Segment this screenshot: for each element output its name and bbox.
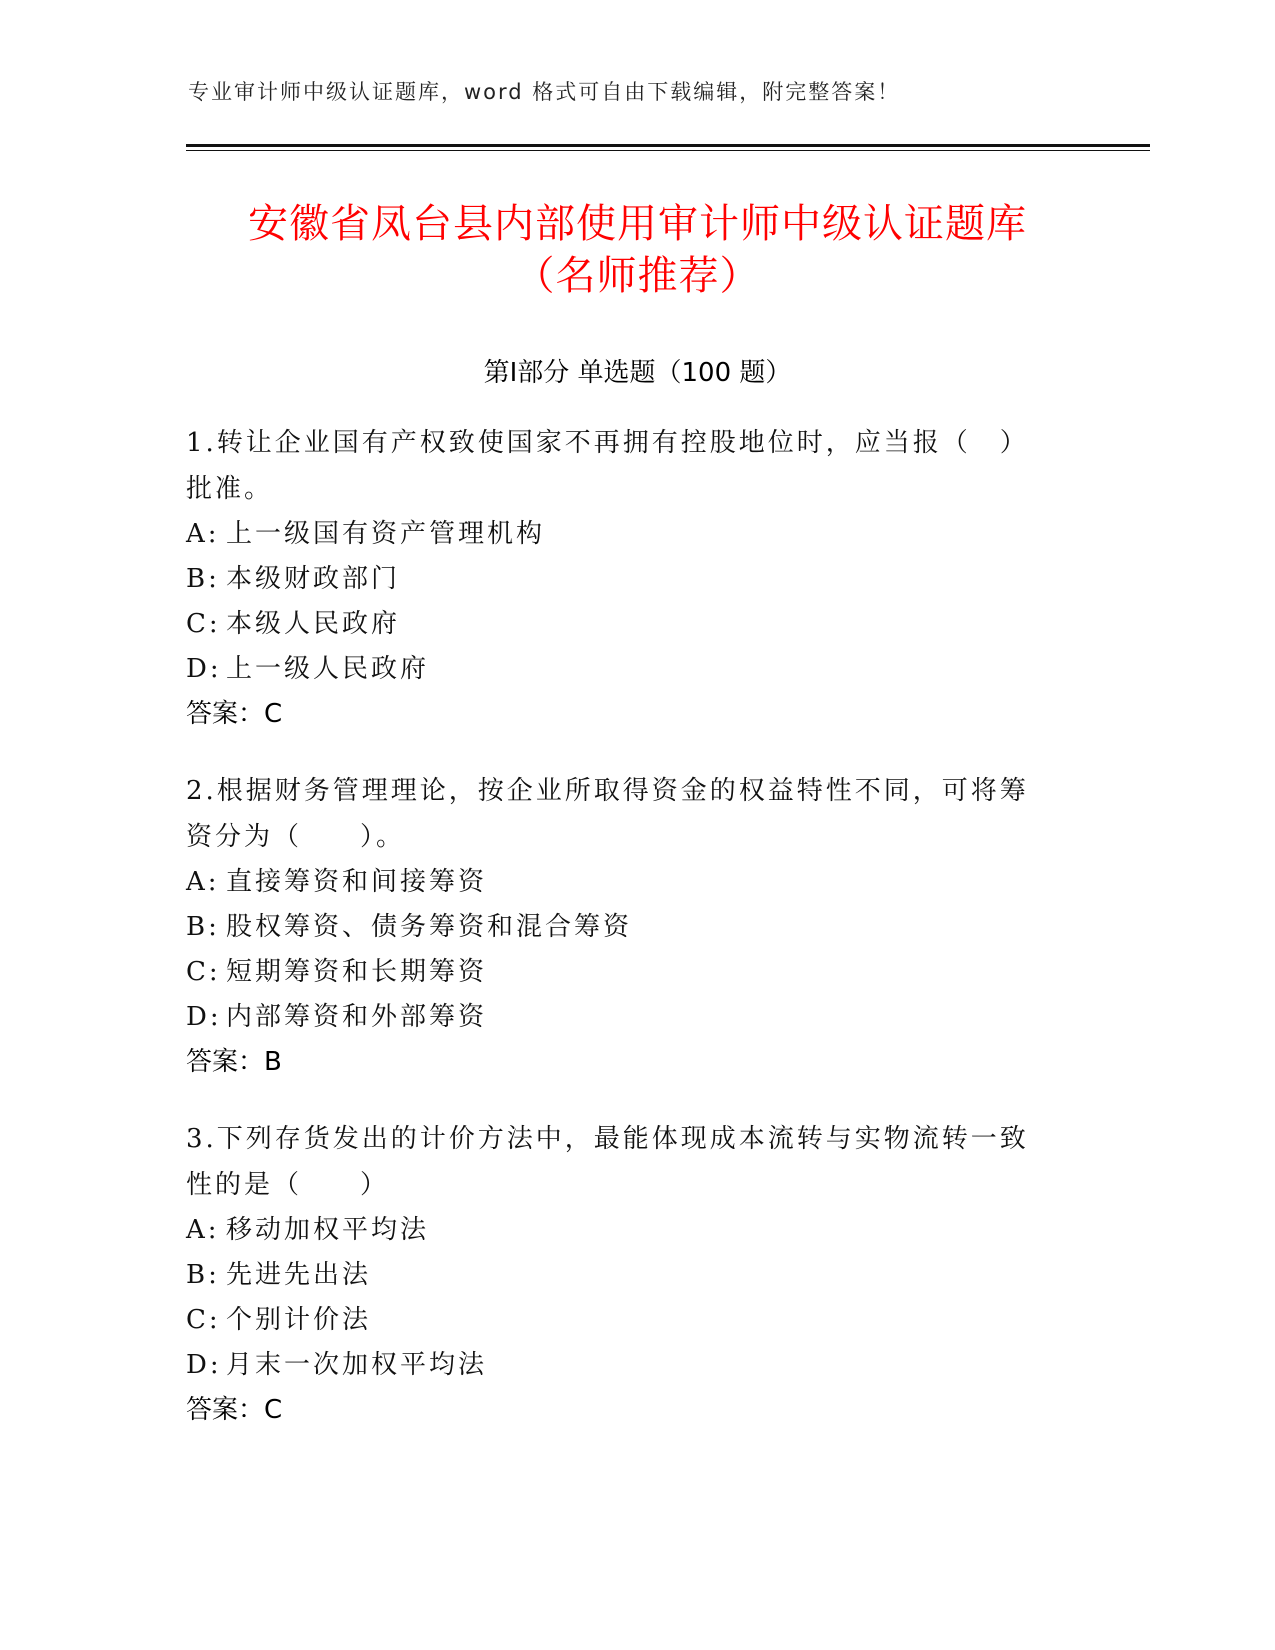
section-heading: 第Ⅰ部分 单选题（100 题） bbox=[483, 358, 792, 388]
option-letter: C: bbox=[186, 957, 221, 987]
question-stem: 1.转让企业国有产权致使国家不再拥有控股地位时，应当报（ ）批准。 bbox=[186, 428, 1029, 504]
option-letter: D: bbox=[186, 1002, 222, 1032]
option-letter: A: bbox=[186, 519, 220, 549]
option-text: 股权筹资、债务筹资和混合筹资 bbox=[226, 912, 633, 942]
option-text: 先进先出法 bbox=[226, 1260, 372, 1290]
option-letter: D: bbox=[186, 654, 222, 684]
option-c bbox=[186, 602, 1056, 647]
option-letter: D: bbox=[186, 1350, 222, 1380]
header-rule-thin bbox=[186, 150, 1150, 151]
option-text: 月末一次加权平均法 bbox=[226, 1350, 488, 1380]
answer-line: 答案：B bbox=[186, 1047, 282, 1077]
option-letter: A: bbox=[186, 1215, 220, 1245]
option-text: 短期筹资和长期筹资 bbox=[226, 957, 488, 987]
option-text: 直接筹资和间接筹资 bbox=[226, 867, 488, 897]
question-2 bbox=[186, 768, 1056, 1085]
option-text: 本级人民政府 bbox=[226, 609, 401, 639]
option-b bbox=[186, 905, 1056, 950]
answer-line: 答案：C bbox=[186, 699, 283, 729]
header-rule-thick bbox=[186, 144, 1150, 147]
option-d bbox=[186, 1343, 1056, 1388]
question-1 bbox=[186, 420, 1056, 737]
question-stem: 2.根据财务管理理论，按企业所取得资金的权益特性不同，可将筹资分为（ ）。 bbox=[186, 776, 1029, 852]
document-title-line1: 安徽省凤台县内部使用审计师中级认证题库 bbox=[248, 201, 1027, 247]
answer-line: 答案：C bbox=[186, 1395, 283, 1425]
option-b bbox=[186, 1253, 1056, 1298]
question-stem: 3.下列存货发出的计价方法中，最能体现成本流转与实物流转一致性的是（ ） bbox=[186, 1124, 1029, 1200]
option-letter: B: bbox=[186, 1260, 220, 1290]
option-letter: C: bbox=[186, 1305, 221, 1335]
option-a bbox=[186, 860, 1056, 905]
option-letter: A: bbox=[186, 867, 220, 897]
option-d bbox=[186, 647, 1056, 692]
option-text: 内部筹资和外部筹资 bbox=[226, 1002, 488, 1032]
header-note: 专业审计师中级认证题库，word 格式可自由下载编辑，附完整答案！ bbox=[188, 80, 901, 104]
option-text: 上一级人民政府 bbox=[226, 654, 430, 684]
option-c bbox=[186, 1298, 1056, 1343]
option-letter: B: bbox=[186, 564, 220, 594]
option-a bbox=[186, 1208, 1056, 1253]
document-title-line2: （名师推荐） bbox=[514, 253, 761, 299]
option-b bbox=[186, 557, 1056, 602]
option-c bbox=[186, 950, 1056, 995]
option-a bbox=[186, 512, 1056, 557]
option-text: 上一级国有资产管理机构 bbox=[226, 519, 546, 549]
option-text: 本级财政部门 bbox=[226, 564, 401, 594]
option-text: 个别计价法 bbox=[226, 1305, 372, 1335]
question-3 bbox=[186, 1116, 1056, 1433]
option-letter: C: bbox=[186, 609, 221, 639]
option-d bbox=[186, 995, 1056, 1040]
option-text: 移动加权平均法 bbox=[226, 1215, 430, 1245]
option-letter: B: bbox=[186, 912, 220, 942]
